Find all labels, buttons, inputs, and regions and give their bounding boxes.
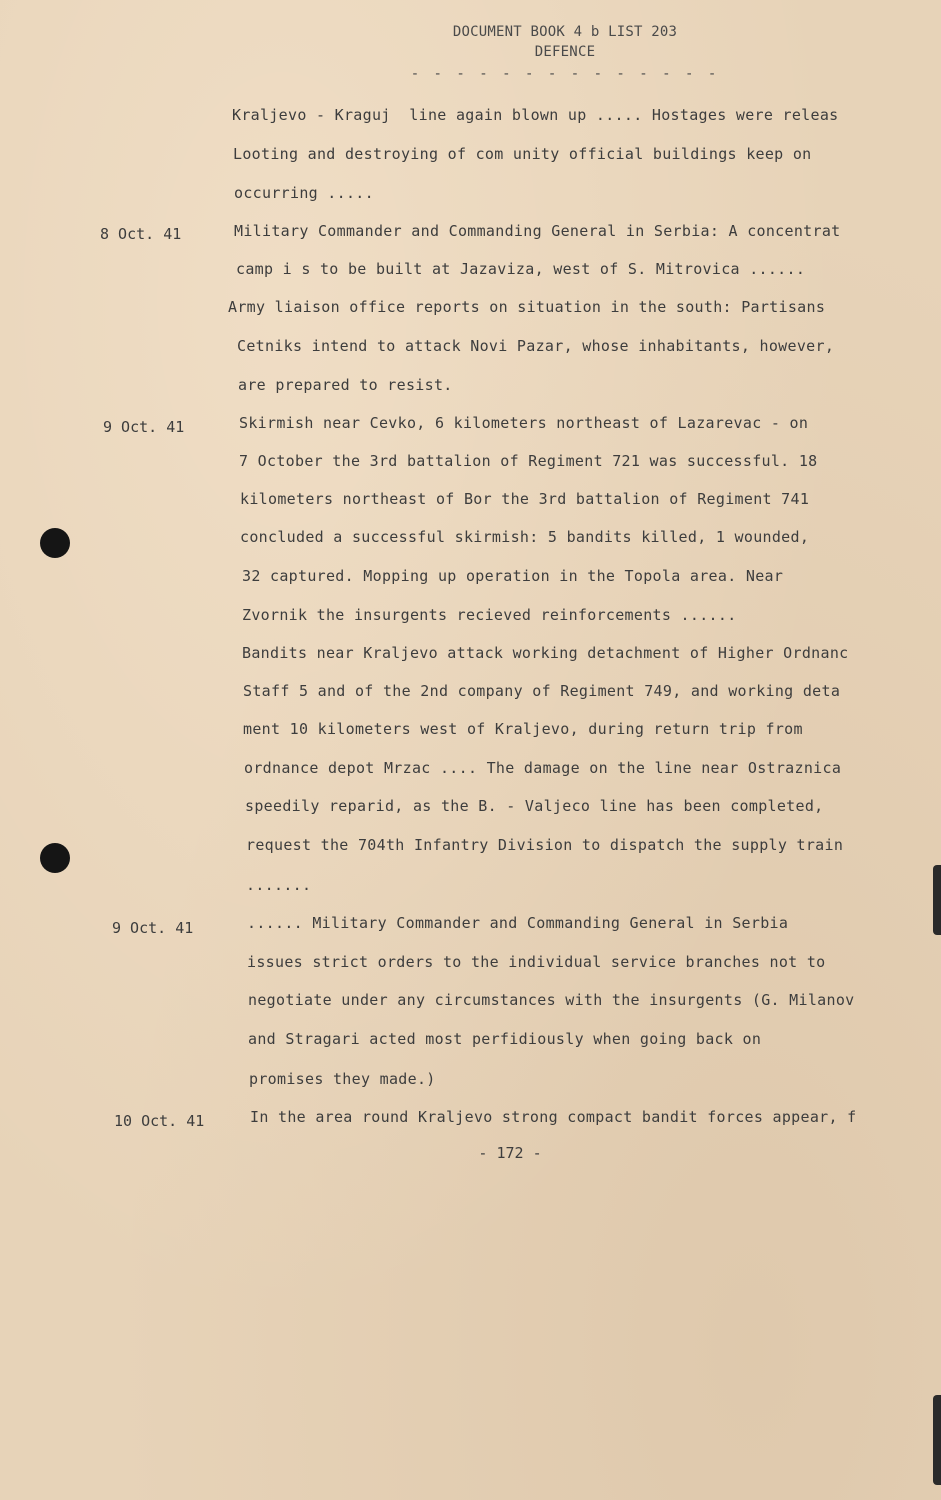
text-line: occurring ..... [234,184,374,202]
entry-date: 9 Oct. 41 [103,418,185,436]
text-line: 7 October the 3rd battalion of Regiment 721 was successful. 18 [239,452,818,470]
edge-mark [933,1395,941,1485]
punch-hole [40,843,70,873]
text-line: ment 10 kilometers west of Kraljevo, during return trip from [243,720,803,738]
document-title: DOCUMENT BOOK 4 b LIST 203 [452,24,678,40]
text-line: issues strict orders to the individual service branches not to [247,953,826,971]
text-line: negotiate under any circumstances with the insurgents (G. Milanov [248,991,855,1009]
text-line: Kraljevo - Kraguj line again blown up ..... Hostages were releas [232,106,839,124]
text-line: Army liaison office reports on situation in the south: Partisans [228,298,826,316]
text-line: kilometers northeast of Bor the 3rd battalion of Regiment 741 [240,490,810,508]
text-line: camp i s to be built at Jazaviza, west of S. Mitrovica ...... [236,260,806,278]
page-number: - 172 - [478,1144,542,1162]
text-line: Skirmish near Cevko, 6 kilometers northeast of Lazarevac - on [239,414,809,432]
text-line: 32 captured. Mopping up operation in the Topola area. Near [242,567,784,585]
entry-date: 8 Oct. 41 [100,225,182,243]
text-line: Military Commander and Commanding General in Serbia: A concentrat [234,222,841,240]
text-line: ....... [246,876,312,894]
text-line: request the 704th Infantry Division to dispatch the supply train [246,836,844,854]
punch-hole [40,528,70,558]
text-line: Bandits near Kraljevo attack working detachment of Higher Ordnanc [242,644,849,662]
text-line: and Stragari acted most perfidiously when going back on [248,1030,762,1048]
text-line: promises they made.) [249,1070,436,1088]
document-header [380,22,750,84]
text-line: Cetniks intend to attack Novi Pazar, whose inhabitants, however, [237,337,835,355]
text-line: Looting and destroying of com unity official buildings keep on [233,145,812,163]
edge-mark [933,865,941,935]
text-line: Zvornik the insurgents recieved reinforcements ...... [242,606,737,624]
text-line: Staff 5 and of the 2nd company of Regiment 749, and working deta [243,682,841,700]
text-line: concluded a successful skirmish: 5 bandits killed, 1 wounded, [240,528,810,546]
text-line: speedily reparid, as the B. - Valjeco line has been completed, [245,797,824,815]
header-rule: - - - - - - - - - - - - - - [410,66,720,82]
entry-date: 9 Oct. 41 [112,919,194,937]
text-line: ...... Military Commander and Commanding General in Serbia [247,914,789,932]
text-line: In the area round Kraljevo strong compact bandit forces appear, f [250,1108,857,1126]
entry-date: 10 Oct. 41 [114,1112,205,1130]
text-line: ordnance depot Mrzac .... The damage on the line near Ostraznica [244,759,842,777]
document-subtitle: DEFENCE [534,44,596,60]
text-line: are prepared to resist. [238,376,453,394]
